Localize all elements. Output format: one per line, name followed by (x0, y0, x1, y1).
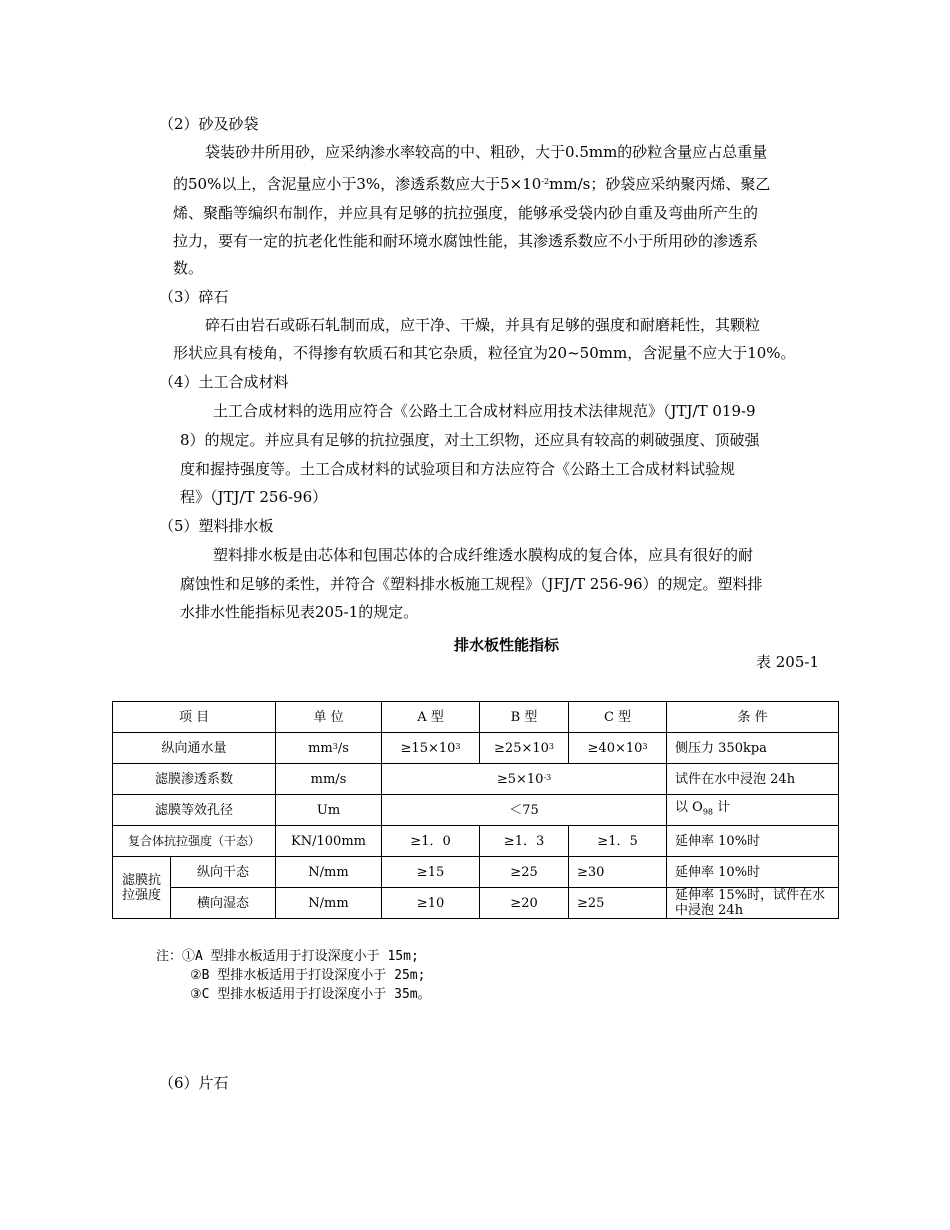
table-row (113, 733, 839, 764)
section2-line1: 袋装砂井所用砂，应采纳渗水率较高的中、粗砂，大于0.5mm的砂粒含量应占总重量 (205, 143, 768, 161)
header-unit: 单 位 (276, 702, 382, 733)
section5-heading: （5）塑料排水板 (159, 517, 274, 535)
row-value-b: ≥25 (480, 857, 569, 888)
row-unit: Um (276, 795, 382, 826)
table-row (113, 857, 839, 888)
section5-line2: 腐蚀性和足够的柔性，并符合《塑料排水板施工规程》（JFJ/T 256-96）的规定。塑料排 (180, 575, 763, 593)
header-condition: 条 件 (667, 702, 839, 733)
section2-heading: （2）砂及砂袋 (159, 115, 259, 133)
section2-line5: 数。 (173, 259, 204, 277)
row-value: $\ge 5\times 10^{-3}$ (382, 764, 667, 795)
table-row (113, 888, 839, 919)
row-condition: 延伸率 15%时，试件在水中浸泡 24h (667, 888, 839, 919)
row-unit: N/mm (276, 888, 382, 919)
section5-line1: 塑料排水板是由芯体和包围芯体的合成纤维透水膜构成的复合体，应具有很好的耐 (213, 546, 754, 564)
row-unit: N/mm (276, 857, 382, 888)
section6-heading: （6）片石 (159, 1074, 229, 1092)
row-item: 纵向通水量 (113, 733, 276, 764)
section3-line2: 形状应具有棱角，不得掺有软质石和其它杂质，粒径宜为20~50mm，含泥量不应大于10%。 (173, 344, 796, 362)
table-row (113, 795, 839, 826)
table-row (113, 764, 839, 795)
header-type-a: A 型 (382, 702, 480, 733)
section4-line4: 程》（JTJ/T 256-96） (180, 488, 328, 506)
section3-line1: 碎石由岩石或砾石轧制而成，应干净、干燥，并具有足够的强度和耐磨耗性，其颗粒 (205, 316, 761, 334)
row-unit: KN/100mm (276, 826, 382, 857)
row-condition: 延伸率 10%时 (667, 857, 839, 888)
table-row (113, 826, 839, 857)
row-unit: mm/s (276, 764, 382, 795)
drainage-board-spec-table (112, 701, 839, 919)
section3-heading: （3）碎石 (159, 288, 229, 306)
note-3: ③C 型排水板适用于打设深度小于 35m。 (190, 987, 431, 1002)
row-value-c: ≥1．5 (569, 826, 667, 857)
section4-line3: 度和握持强度等。土工合成材料的试验项目和方法应符合《公路土工合成材料试验规 (180, 460, 736, 478)
row-subitem: 横向湿态 (171, 888, 276, 919)
row-value-b: ≥1．3 (480, 826, 569, 857)
row-condition: 延伸率 10%时 (667, 826, 839, 857)
row-value: ＜75 (382, 795, 667, 826)
header-type-c: C 型 (569, 702, 667, 733)
row-value-b: $\ge 25\times 10^3$ (480, 733, 569, 764)
section4-line1: 土工合成材料的选用应符合《公路土工合成材料应用技术法律规范》（JTJ/T 019-9 (213, 402, 756, 420)
table-number: 表 205-1 (756, 653, 820, 671)
row-value-c: ≥25 (569, 888, 667, 919)
section5-line3: 水排水性能指标见表205-1的规定。 (180, 603, 419, 621)
row-value-a: ≥10 (382, 888, 480, 919)
row-condition: 以 $O_{98}$ 计 (667, 795, 839, 826)
table-header-row (113, 702, 839, 733)
note-2: ②B 型排水板适用于打设深度小于 25m; (190, 968, 426, 983)
section2-line3: 烯、聚酯等编织布制作，并应具有足够的抗拉强度，能够承受袋内砂自重及弯曲所产生的 (173, 204, 759, 222)
row-condition: 侧压力 350kpa (667, 733, 839, 764)
row-item: 滤膜渗透系数 (113, 764, 276, 795)
section2-line2: 的50%以上，含泥量应小于3%，渗透系数应大于$5\times 10^{-2}mm/s$；砂袋应采纳聚丙烯、聚乙 (173, 175, 771, 193)
note-1: 注：①A 型排水板适用于打设深度小于 15m; (156, 949, 419, 964)
row-value-b: ≥20 (480, 888, 569, 919)
section4-heading: （4）土工合成材料 (159, 373, 289, 391)
table-title: 排水板性能指标 (454, 636, 560, 654)
row-subitem: 纵向干态 (171, 857, 276, 888)
row-value-a: ≥1．0 (382, 826, 480, 857)
row-unit: $mm^3/s$ (276, 733, 382, 764)
row-value-a: $\ge 15\times 10^3$ (382, 733, 480, 764)
row-condition: 试件在水中浸泡 24h (667, 764, 839, 795)
group-label: 滤膜抗拉强度 (113, 857, 171, 919)
section4-line2: 8）的规定。并应具有足够的抗拉强度，对土工织物，还应具有较高的刺破强度、顶破强 (180, 431, 760, 449)
header-type-b: B 型 (480, 702, 569, 733)
row-item: 滤膜等效孔径 (113, 795, 276, 826)
row-value-a: ≥15 (382, 857, 480, 888)
header-item: 项 目 (113, 702, 276, 733)
section2-line4: 拉力，要有一定的抗老化性能和耐环境水腐蚀性能，其渗透系数应不小于所用砂的渗透系 (173, 232, 759, 250)
row-item: 复合体抗拉强度（干态） (113, 826, 276, 857)
row-value-c: ≥30 (569, 857, 667, 888)
row-value-c: $\ge 40\times 10^3$ (569, 733, 667, 764)
